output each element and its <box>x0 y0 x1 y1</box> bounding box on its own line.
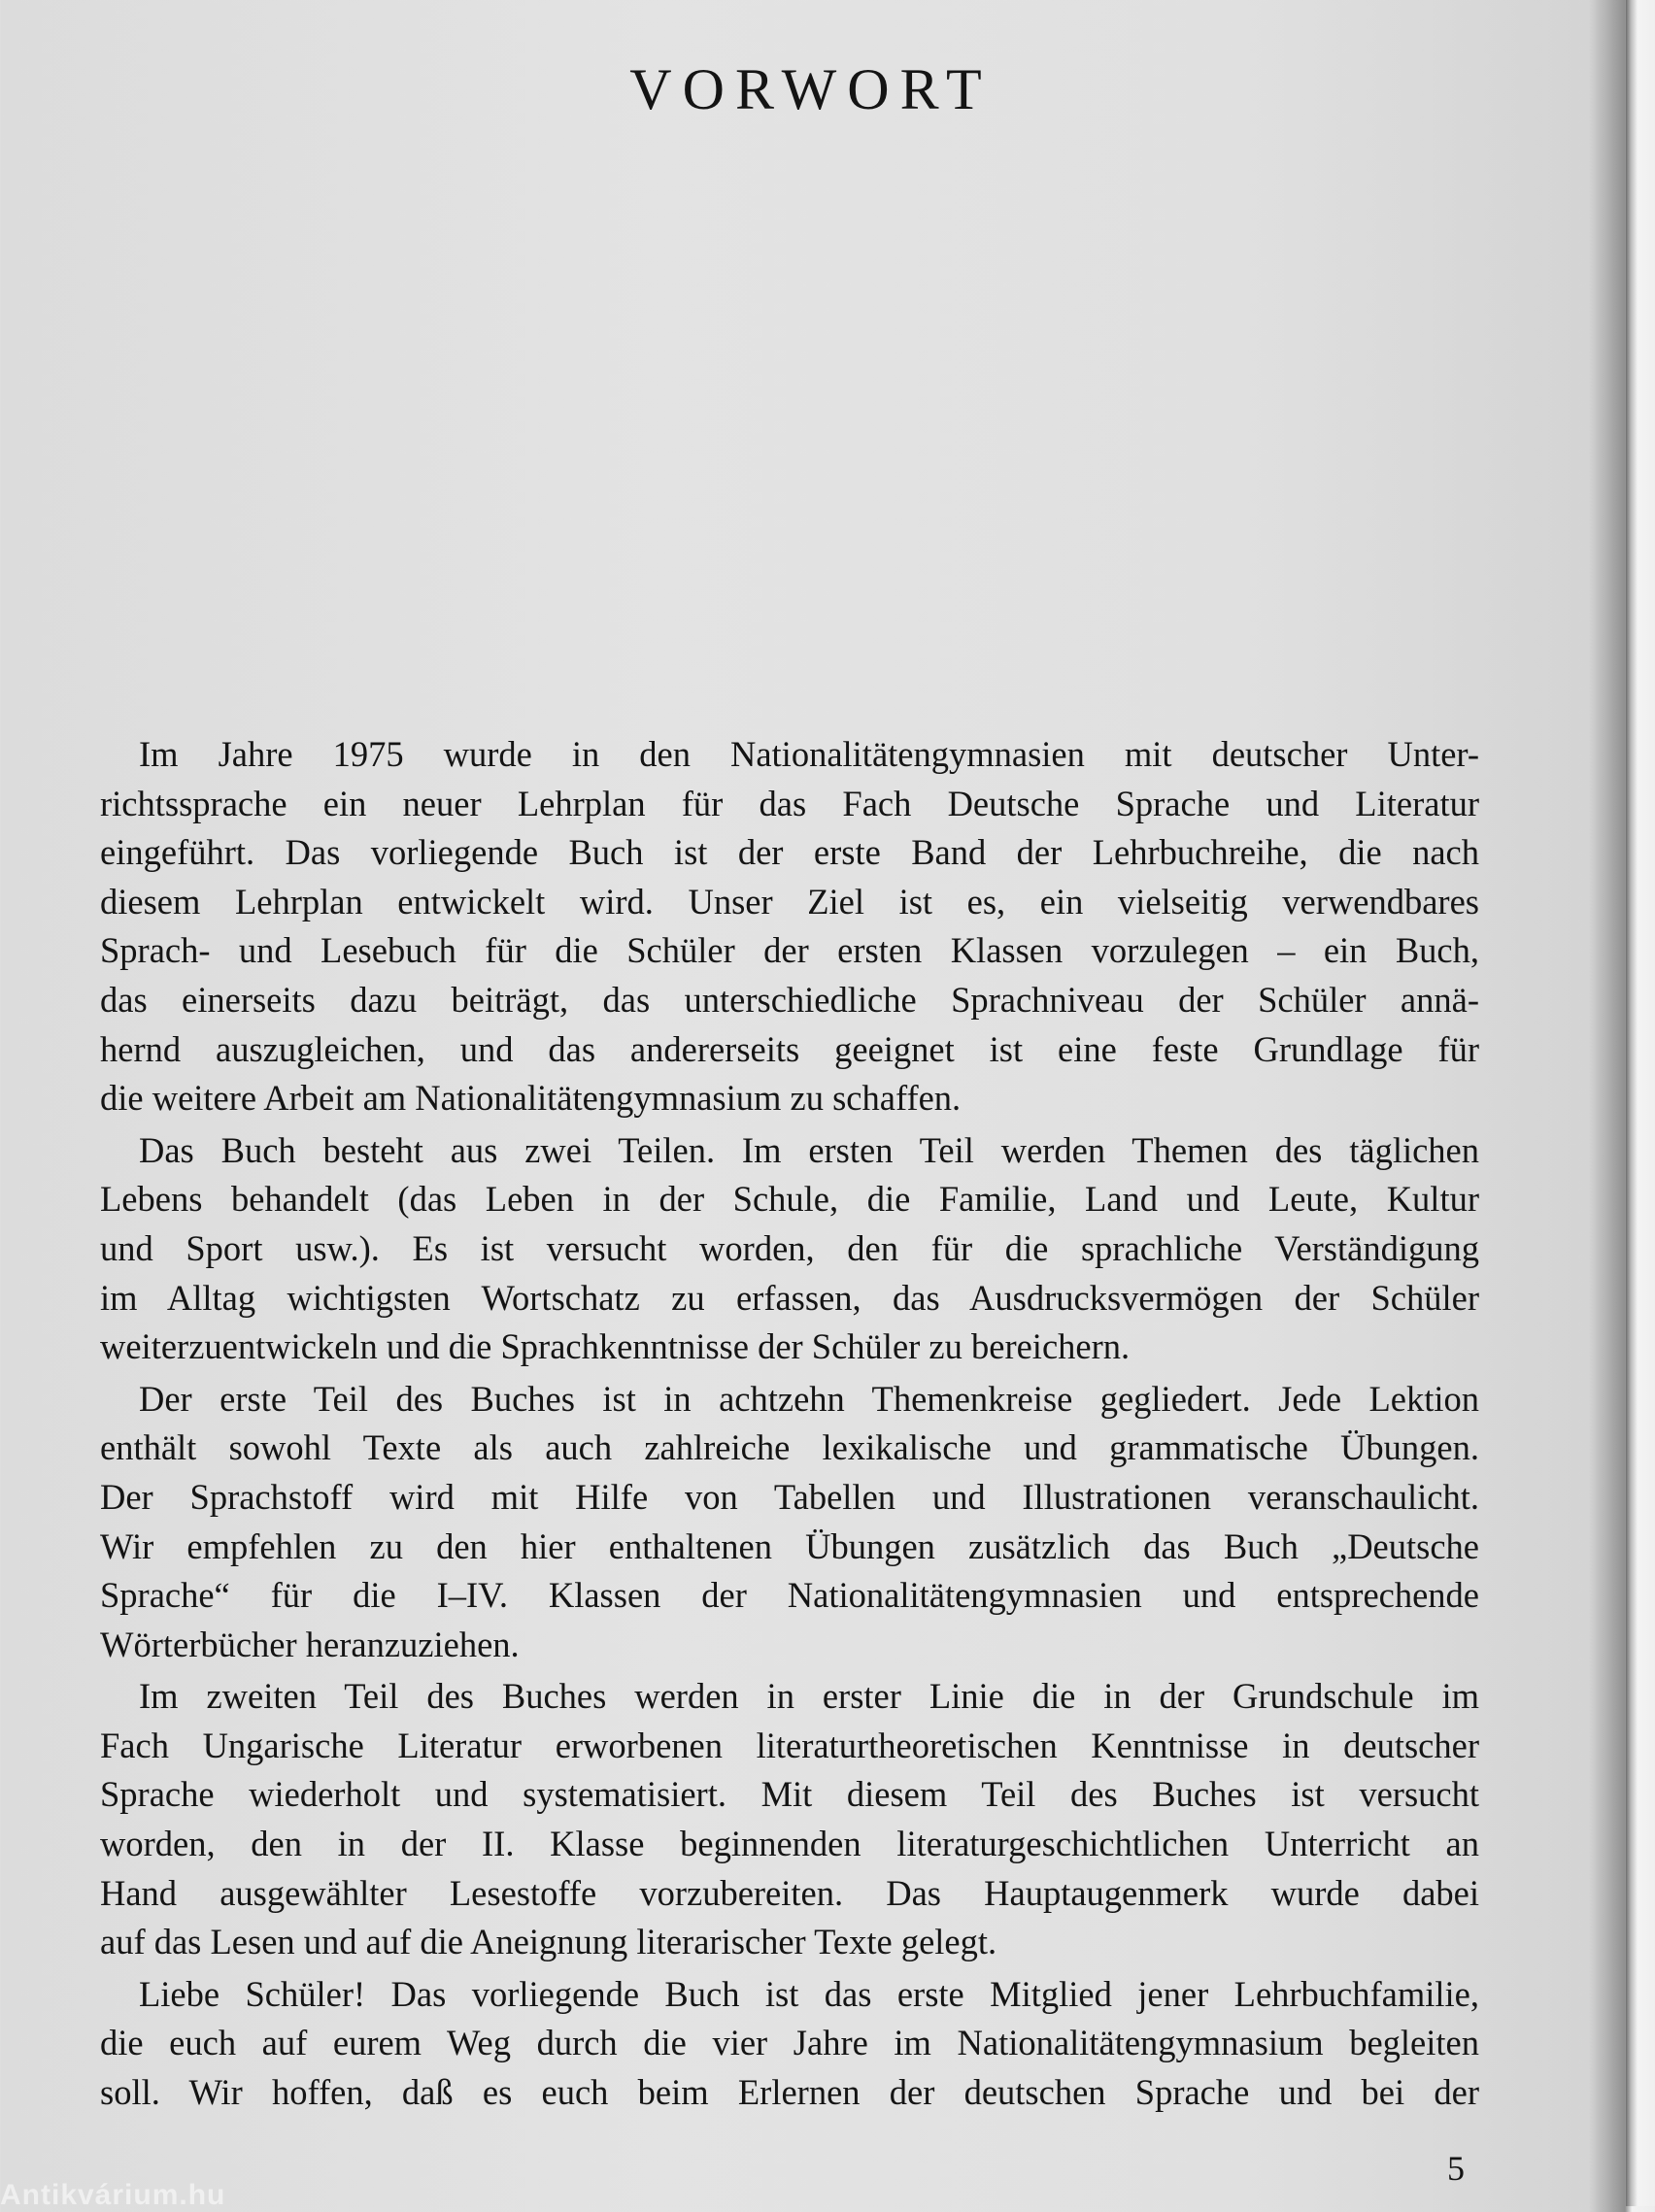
text-line: worden, den in der II. Klasse beginnenden literaturgeschichtlichen Unterricht an <box>100 1824 1479 1864</box>
text-line: eingeführt. Das vorliegende Buch ist der erste Band der Lehrbuchreihe, die nach <box>100 832 1479 873</box>
page-number: 5 <box>1447 2149 1465 2188</box>
text-line: richtssprache ein neuer Lehrplan für das Fach Deutsche Sprache und Literatur <box>100 783 1479 823</box>
text-line: Lebens behandelt (das Leben in der Schule, die Familie, Land und Leute, Kultur <box>100 1179 1479 1220</box>
text-line: weiterzuentwickeln und die Sprachkenntnisse der Schüler zu bereichern. <box>100 1326 1131 1367</box>
page-title: VORWORT <box>629 57 993 121</box>
text-line: Im zweiten Teil des Buches werden in erster Linie die in der Grundschule im <box>139 1676 1479 1717</box>
text-line: Im Jahre 1975 wurde in den Nationalitätengymnasien mit deutscher Unter- <box>139 734 1479 774</box>
paragraph-1 <box>100 730 1479 1123</box>
text-line: hernd auszugleichen, und das andererseits geeignet ist eine feste Grundlage für <box>100 1028 1479 1069</box>
text-line: soll. Wir hoffen, daß es euch beim Erlernen der deutschen Sprache und bei der <box>100 2072 1479 2113</box>
paragraph-2 <box>100 1126 1479 1372</box>
text-line: Liebe Schüler! Das vorliegende Buch ist das erste Mitglied jener Lehrbuchfamilie, <box>139 1973 1479 2014</box>
text-line: diesem Lehrplan entwickelt wird. Unser Ziel ist es, ein vielseitig verwendbares <box>100 881 1479 922</box>
text-line: Wörterbücher heranzuziehen. <box>100 1624 520 1664</box>
text-line: Das Buch besteht aus zwei Teilen. Im ersten Teil werden Themen des täglichen <box>139 1129 1479 1170</box>
text-line: Sprach- und Lesebuch für die Schüler der ersten Klassen vorzulegen – ein Buch, <box>100 930 1479 971</box>
paragraph-4 <box>100 1672 1479 1967</box>
text-line: die weitere Arbeit am Nationalitätengymnasium zu schaffen. <box>100 1078 962 1119</box>
text-line: und Sport usw.). Es ist versucht worden, den für die sprachliche Verständigung <box>100 1227 1479 1268</box>
text-line: Hand ausgewählter Lesestoffe vorzubereiten. Das Hauptaugenmerk wurde dabei <box>100 1872 1479 1913</box>
text-line: Wir empfehlen zu den hier enthaltenen Übungen zusätzlich das Buch „Deutsche <box>100 1525 1479 1566</box>
text-line: das einerseits dazu beiträgt, das unterschiedliche Sprachniveau der Schüler annä- <box>100 979 1479 1020</box>
text-line: enthält sowohl Texte als auch zahlreiche lexikalische und grammatische Übungen. <box>100 1427 1479 1468</box>
paragraph-5 <box>100 1970 1479 2118</box>
text-line: Der erste Teil des Buches ist in achtzehn Themenkreise gegliedert. Jede Lektion <box>139 1378 1479 1419</box>
text-line: Sprache“ für die I–IV. Klassen der Nationalitätengymnasien und entsprechende <box>100 1575 1479 1616</box>
text-line: Der Sprachstoff wird mit Hilfe von Tabellen und Illustrationen veranschaulicht. <box>100 1476 1479 1517</box>
paragraph-3 <box>100 1375 1479 1670</box>
text-line: im Alltag wichtigsten Wortschatz zu erfassen, das Ausdrucksvermögen der Schüler <box>100 1277 1479 1318</box>
text-line: Sprache wiederholt und systematisiert. Mit diesem Teil des Buches ist versucht <box>100 1774 1479 1815</box>
page-edge <box>1626 0 1655 2206</box>
text-line: Fach Ungarische Literatur erworbenen literaturtheoretischen Kenntnisse in deutscher <box>100 1725 1479 1765</box>
text-line: die euch auf eurem Weg durch die vier Jahre im Nationalitätengymnasium begleiten <box>100 2023 1479 2063</box>
text-line: auf das Lesen und auf die Aneignung literarischer Texte gelegt. <box>100 1922 997 1962</box>
watermark: Antikvárium.hu <box>0 2179 226 2211</box>
preface-body <box>100 730 1479 2121</box>
